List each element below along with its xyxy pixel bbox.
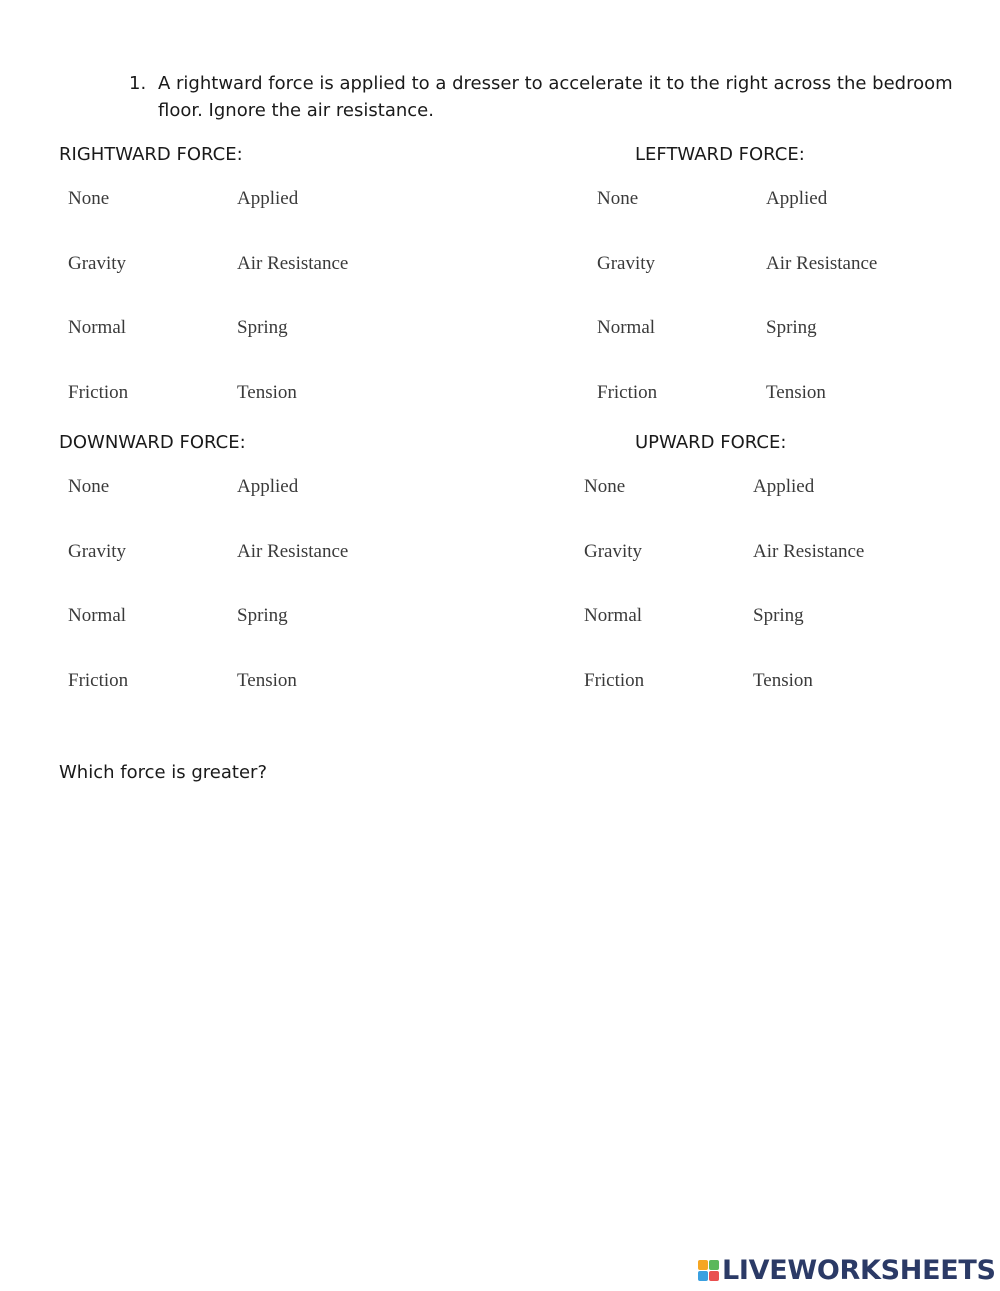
upward-option-normal[interactable]: Normal <box>584 605 643 626</box>
downward-option-air-resistance[interactable]: Air Resistance <box>237 541 349 562</box>
rightward-option-none[interactable]: None <box>68 188 110 209</box>
rightward-option-gravity[interactable]: Gravity <box>68 253 127 274</box>
downward-option-normal[interactable]: Normal <box>68 605 127 626</box>
rightward-option-tension[interactable]: Tension <box>237 382 297 403</box>
rightward-option-normal[interactable]: Normal <box>68 317 127 338</box>
rightward-option-friction[interactable]: Friction <box>68 382 129 403</box>
followup-question: Which force is greater? <box>59 762 268 783</box>
upward-heading: UPWARD FORCE: <box>635 432 787 453</box>
leftward-option-applied[interactable]: Applied <box>766 188 828 209</box>
downward-option-friction[interactable]: Friction <box>68 670 129 691</box>
question-text-line1: A rightward force is applied to a dresser to accelerate it to the right across the bedroom <box>158 73 953 94</box>
downward-option-gravity[interactable]: Gravity <box>68 541 127 562</box>
question-text-line2: floor. Ignore the air resistance. <box>158 100 434 121</box>
downward-heading: DOWNWARD FORCE: <box>59 432 246 453</box>
leftward-option-air-resistance[interactable]: Air Resistance <box>766 253 878 274</box>
upward-option-gravity[interactable]: Gravity <box>584 541 643 562</box>
logo-block-icon <box>698 1271 708 1281</box>
upward-option-spring[interactable]: Spring <box>753 605 804 626</box>
downward-option-spring[interactable]: Spring <box>237 605 288 626</box>
logo-text: LIVEWORKSHEETS <box>722 1254 996 1286</box>
leftward-option-spring[interactable]: Spring <box>766 317 817 338</box>
rightward-heading: RIGHTWARD FORCE: <box>59 144 243 165</box>
downward-option-applied[interactable]: Applied <box>237 476 299 497</box>
rightward-option-spring[interactable]: Spring <box>237 317 288 338</box>
leftward-option-none[interactable]: None <box>597 188 639 209</box>
question-number: 1. <box>129 73 147 94</box>
upward-option-tension[interactable]: Tension <box>753 670 813 691</box>
rightward-option-applied[interactable]: Applied <box>237 188 299 209</box>
logo-blocks-icon <box>698 1260 719 1281</box>
rightward-option-air-resistance[interactable]: Air Resistance <box>237 253 349 274</box>
upward-option-applied[interactable]: Applied <box>753 476 815 497</box>
leftward-option-gravity[interactable]: Gravity <box>597 253 656 274</box>
leftward-heading: LEFTWARD FORCE: <box>635 144 805 165</box>
upward-option-friction[interactable]: Friction <box>584 670 645 691</box>
upward-option-air-resistance[interactable]: Air Resistance <box>753 541 865 562</box>
logo-block-icon <box>709 1260 719 1270</box>
logo-block-icon <box>709 1271 719 1281</box>
upward-option-none[interactable]: None <box>584 476 626 497</box>
leftward-option-normal[interactable]: Normal <box>597 317 656 338</box>
downward-option-tension[interactable]: Tension <box>237 670 297 691</box>
liveworksheets-logo <box>698 1255 996 1285</box>
logo-block-icon <box>698 1260 708 1270</box>
leftward-option-friction[interactable]: Friction <box>597 382 658 403</box>
leftward-option-tension[interactable]: Tension <box>766 382 826 403</box>
downward-option-none[interactable]: None <box>68 476 110 497</box>
